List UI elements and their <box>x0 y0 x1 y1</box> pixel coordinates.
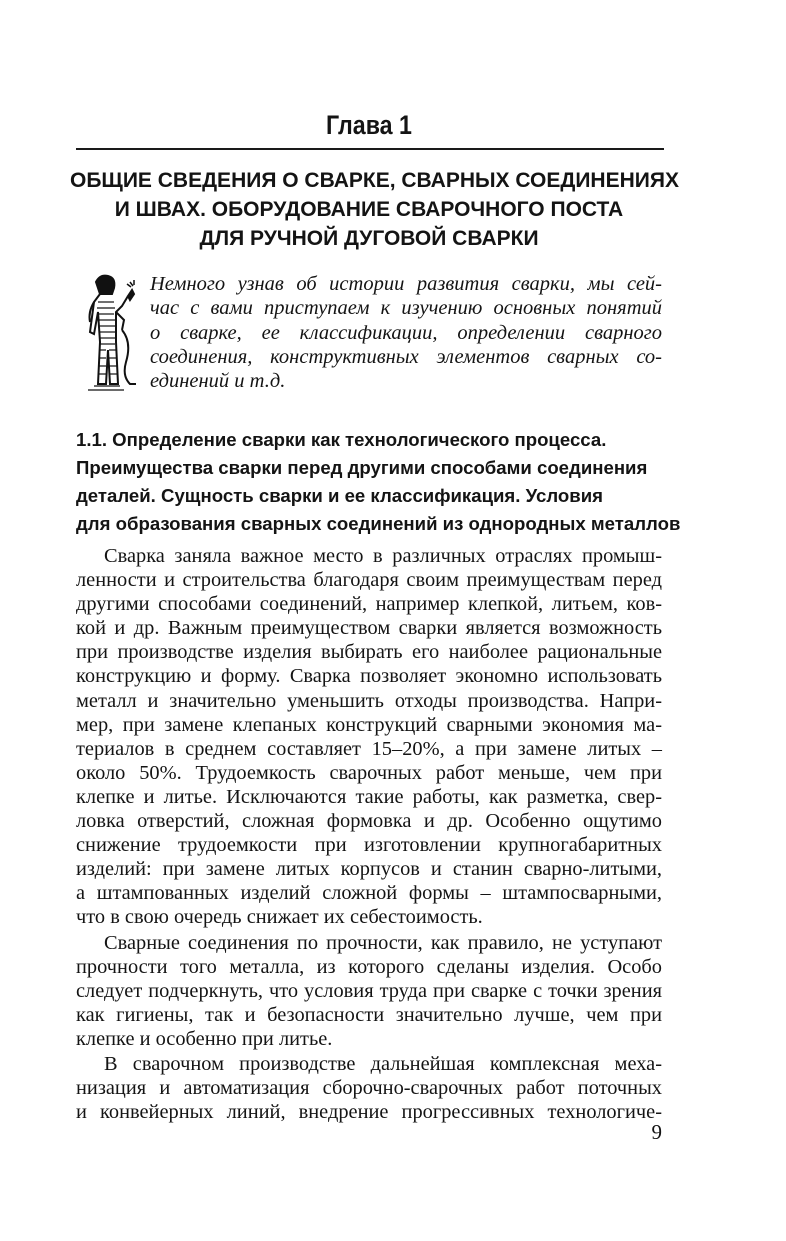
text-line: и конвейерных линий, внедрение прогрессивных технологиче- <box>76 1101 662 1124</box>
text-line: Сварка заняла важное место в различных отраслях промыш- <box>104 545 662 567</box>
chapter-title-line: И ШВАХ. ОБОРУДОВАНИЕ СВАРОЧНОГО ПОСТА <box>114 198 624 221</box>
text-line: следует подчеркнуть, что условия труда при сварке с точки зрения <box>76 979 662 1002</box>
text-line: другими способами соединений, например клепкой, литьем, ков- <box>76 593 662 616</box>
body-text <box>76 544 662 1124</box>
text-line: клепке и литье. Исключаются такие работы, как разметка, свер- <box>76 785 662 808</box>
text-line: Сварные соединения по прочности, как правило, не уступают <box>104 931 662 954</box>
section-heading-line: Преимущества сварки перед другими способами соединения <box>76 457 648 478</box>
page-number: 9 <box>651 1120 662 1144</box>
text-line: металл и значительно уменьшить отходы производства. Напри- <box>76 689 662 712</box>
text-line: около 50%. Трудоемкость сварочных работ меньше, чем при <box>76 761 662 784</box>
text-line: клепке и особенно при литье. <box>76 1027 333 1050</box>
welder-icon <box>78 272 136 394</box>
text-line: снижение трудоемкости при изготовлении крупногабаритных <box>76 834 662 857</box>
chapter-title-line: ОБЩИЕ СВЕДЕНИЯ О СВАРКЕ, СВАРНЫХ СОЕДИНЕНИЯХ <box>70 169 679 192</box>
intro-line: соединения, конструктивных элементов сварных со- <box>150 345 662 368</box>
section-heading-line: для образования сварных соединений из однородных металлов <box>76 513 681 534</box>
text-line: мер, при замене клепаных конструкций сварными экономия ма- <box>76 713 662 736</box>
text-line: прочности того металла, из которого сделаны изделия. Особо <box>76 955 662 978</box>
intro-line: о сварке, ее классификации, определении сварного <box>150 321 662 344</box>
text-line: кой и др. Важным преимуществом сварки является возможность <box>76 617 662 640</box>
chapter-title-line: ДЛЯ РУЧНОЙ ДУГОВОЙ СВАРКИ <box>199 227 539 250</box>
text-line: низация и автоматизация сборочно-сварочных работ поточных <box>76 1077 662 1100</box>
text-line: изделий: при замене литых корпусов и станин сварно-литыми, <box>76 858 662 881</box>
intro-line: единений и т.д. <box>150 370 286 393</box>
text-line: ловка отверстий, сложная формовка и др. Особенно ощутимо <box>76 810 662 833</box>
section-heading <box>76 426 681 538</box>
intro-line: Немного узнав об истории развития сварки, мы сей- <box>150 273 662 295</box>
text-line: териалов в среднем составляет 15–20%, а при замене литых – <box>76 737 662 760</box>
text-line: конструкцию и форму. Сварка позволяет экономно использовать <box>76 665 662 688</box>
text-line: при производстве изделия выбирать его наиболее рациональные <box>76 641 662 664</box>
text-line: как гигиены, так и безопасности значительно лучше, чем при <box>76 1003 662 1026</box>
text-line: что в свою очередь снижает их себестоимость. <box>76 906 483 929</box>
intro-line: час с вами приступаем к изучению основных понятий <box>150 297 662 320</box>
text-line: а штампованных изделий сложной формы – штампосварными, <box>76 882 662 905</box>
chapter-label: Глава 1 <box>326 110 412 140</box>
chapter-title <box>70 166 679 253</box>
text-line: В сварочном производстве дальнейшая комплексная меха- <box>104 1052 662 1075</box>
intro-text <box>150 272 662 393</box>
chapter-divider <box>76 148 664 150</box>
section-heading-line: 1.1. Определение сварки как технологического процесса. <box>76 429 607 450</box>
text-line: ленности и строительства благодаря своим преимуществам перед <box>76 569 662 592</box>
section-heading-line: деталей. Сущность сварки и ее классификация. Условия <box>76 485 603 506</box>
